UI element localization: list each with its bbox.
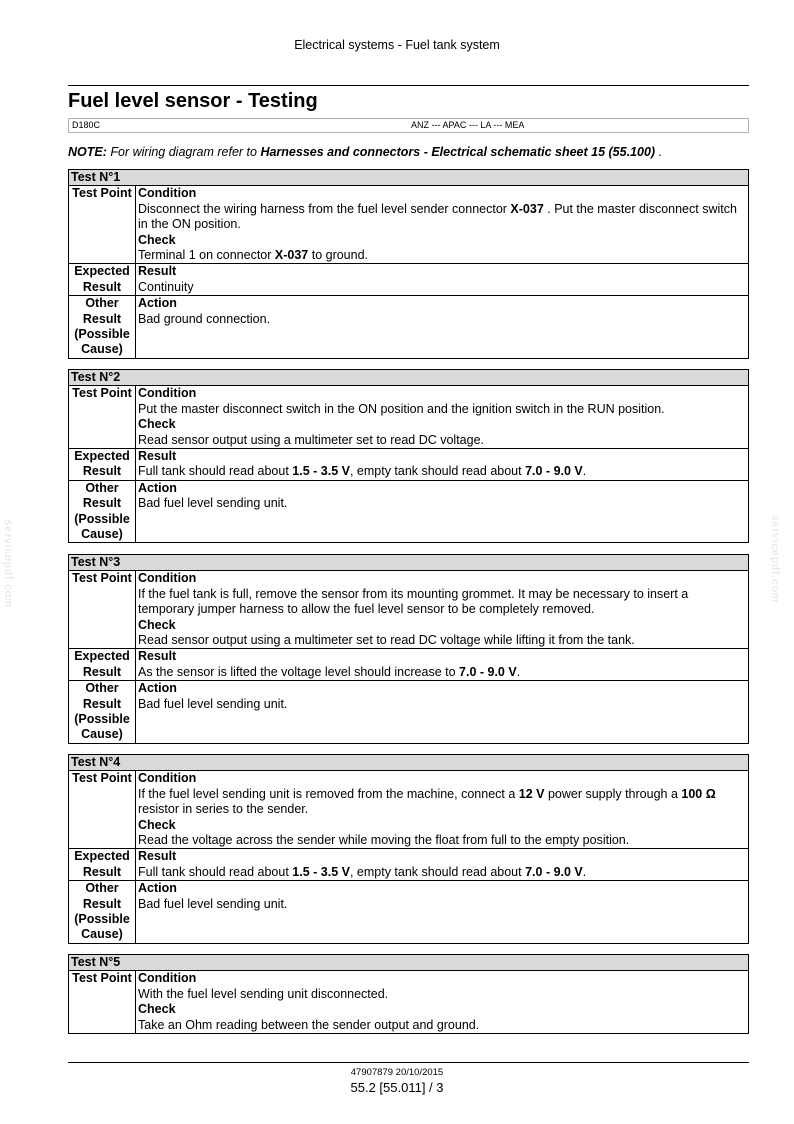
- other-result-label: Other Result (Possible Cause): [69, 881, 136, 944]
- result-text: Continuity: [138, 279, 194, 294]
- check-heading: Check: [138, 232, 176, 247]
- model-code: D180C: [72, 120, 101, 130]
- other-result-label: Other Result (Possible Cause): [69, 681, 136, 744]
- page-header: Electrical systems - Fuel tank system: [294, 38, 500, 52]
- expected-result-cell: [136, 649, 749, 681]
- condition-text: With the fuel level sending unit disconnected.: [138, 986, 389, 1001]
- check-heading: Check: [138, 617, 176, 632]
- action-heading: Action: [138, 881, 177, 896]
- test-table-1: [68, 169, 749, 359]
- test-point-cell: [136, 771, 749, 849]
- condition-heading: Condition: [138, 186, 197, 201]
- check-text: Terminal 1 on connector X-037 to ground.: [138, 248, 369, 263]
- title-rule: [68, 85, 749, 86]
- wiring-note: [68, 145, 662, 159]
- test-point-cell: [136, 571, 749, 649]
- check-heading: Check: [138, 1002, 176, 1017]
- footer-document-code: 47907879 20/10/2015: [350, 1067, 444, 1078]
- watermark-right: servicepdf.com: [769, 515, 781, 603]
- test-table-2: [68, 369, 749, 543]
- result-heading: Result: [138, 649, 177, 664]
- check-heading: Check: [138, 417, 176, 432]
- model-region-bar: [68, 118, 749, 133]
- region-codes: ANZ --- APAC --- LA --- MEA: [411, 120, 525, 130]
- condition-heading: Condition: [138, 971, 197, 986]
- other-result-label: Other Result (Possible Cause): [69, 480, 136, 543]
- test-title: Test N°1: [69, 170, 749, 186]
- test-title: Test N°3: [69, 555, 749, 571]
- condition-heading: Condition: [138, 386, 197, 401]
- condition-text: If the fuel tank is full, remove the sensor from its mounting grommet. It may be necessary to insert a temporary jumper harness to allow the fuel level sensor to be completely removed.: [138, 586, 689, 617]
- expected-result-cell: [136, 264, 749, 296]
- expected-result-label: Expected Result: [69, 264, 136, 296]
- action-text: Bad ground connection.: [138, 311, 271, 326]
- test-title: Test N°4: [69, 755, 749, 771]
- action-text: Bad fuel level sending unit.: [138, 696, 288, 711]
- check-heading: Check: [138, 817, 176, 832]
- expected-result-label: Expected Result: [69, 449, 136, 481]
- test-point-label: Test Point: [69, 971, 136, 1034]
- other-result-label: Other Result (Possible Cause): [69, 296, 136, 359]
- result-heading: Result: [138, 449, 177, 464]
- test-point-label: Test Point: [69, 386, 136, 449]
- test-title: Test N°2: [69, 370, 749, 386]
- note-text: For wiring diagram refer to: [110, 145, 257, 159]
- condition-text: If the fuel level sending unit is removed from the machine, connect a 12 V power supply through a 100 Ω resistor in series to the sender.: [138, 786, 716, 817]
- condition-text: Disconnect the wiring harness from the fuel level sender connector X-037 . Put the master disconnect switch in the ON position.: [138, 201, 737, 232]
- check-text: Take an Ohm reading between the sender output and ground.: [138, 1017, 480, 1032]
- test-point-cell: [136, 971, 749, 1034]
- watermark-left: servicepdf.com: [2, 520, 14, 608]
- condition-text: Put the master disconnect switch in the ON position and the ignition switch in the RUN position.: [138, 401, 665, 416]
- test-table-5: [68, 954, 749, 1034]
- check-text: Read the voltage across the sender while moving the float from full to the empty position.: [138, 833, 630, 848]
- test-table-4: [68, 754, 749, 944]
- result-heading: Result: [138, 264, 177, 279]
- expected-result-cell: [136, 849, 749, 881]
- other-result-cell: [136, 681, 749, 744]
- result-text: As the sensor is lifted the voltage level should increase to 7.0 - 9.0 V.: [138, 664, 521, 679]
- check-text: Read sensor output using a multimeter set to read DC voltage.: [138, 432, 485, 447]
- result-text: Full tank should read about 1.5 - 3.5 V, empty tank should read about 7.0 - 9.0 V.: [138, 464, 587, 479]
- footer-rule: [68, 1062, 749, 1063]
- check-text: Read sensor output using a multimeter set to read DC voltage while lifting it from the tank.: [138, 633, 635, 648]
- page-title: Fuel level sensor - Testing: [68, 90, 318, 112]
- condition-heading: Condition: [138, 771, 197, 786]
- action-heading: Action: [138, 480, 177, 495]
- note-end: .: [658, 145, 663, 159]
- expected-result-label: Expected Result: [69, 649, 136, 681]
- result-heading: Result: [138, 849, 177, 864]
- test-point-label: Test Point: [69, 186, 136, 264]
- test-title: Test N°5: [69, 955, 749, 971]
- action-text: Bad fuel level sending unit.: [138, 896, 288, 911]
- note-reference[interactable]: Harnesses and connectors - Electrical schematic sheet 15 (55.100): [260, 145, 656, 159]
- expected-result-label: Expected Result: [69, 849, 136, 881]
- test-table-3: [68, 554, 749, 744]
- test-point-label: Test Point: [69, 571, 136, 649]
- expected-result-cell: [136, 449, 749, 481]
- other-result-cell: [136, 480, 749, 543]
- test-point-label: Test Point: [69, 771, 136, 849]
- other-result-cell: [136, 296, 749, 359]
- test-point-cell: [136, 386, 749, 449]
- note-label: NOTE:: [68, 145, 107, 159]
- condition-heading: Condition: [138, 571, 197, 586]
- result-text: Full tank should read about 1.5 - 3.5 V, empty tank should read about 7.0 - 9.0 V.: [138, 864, 587, 879]
- action-heading: Action: [138, 681, 177, 696]
- action-heading: Action: [138, 296, 177, 311]
- action-text: Bad fuel level sending unit.: [138, 496, 288, 511]
- test-point-cell: [136, 186, 749, 264]
- footer-page-number: 55.2 [55.011] / 3: [350, 1080, 444, 1095]
- other-result-cell: [136, 881, 749, 944]
